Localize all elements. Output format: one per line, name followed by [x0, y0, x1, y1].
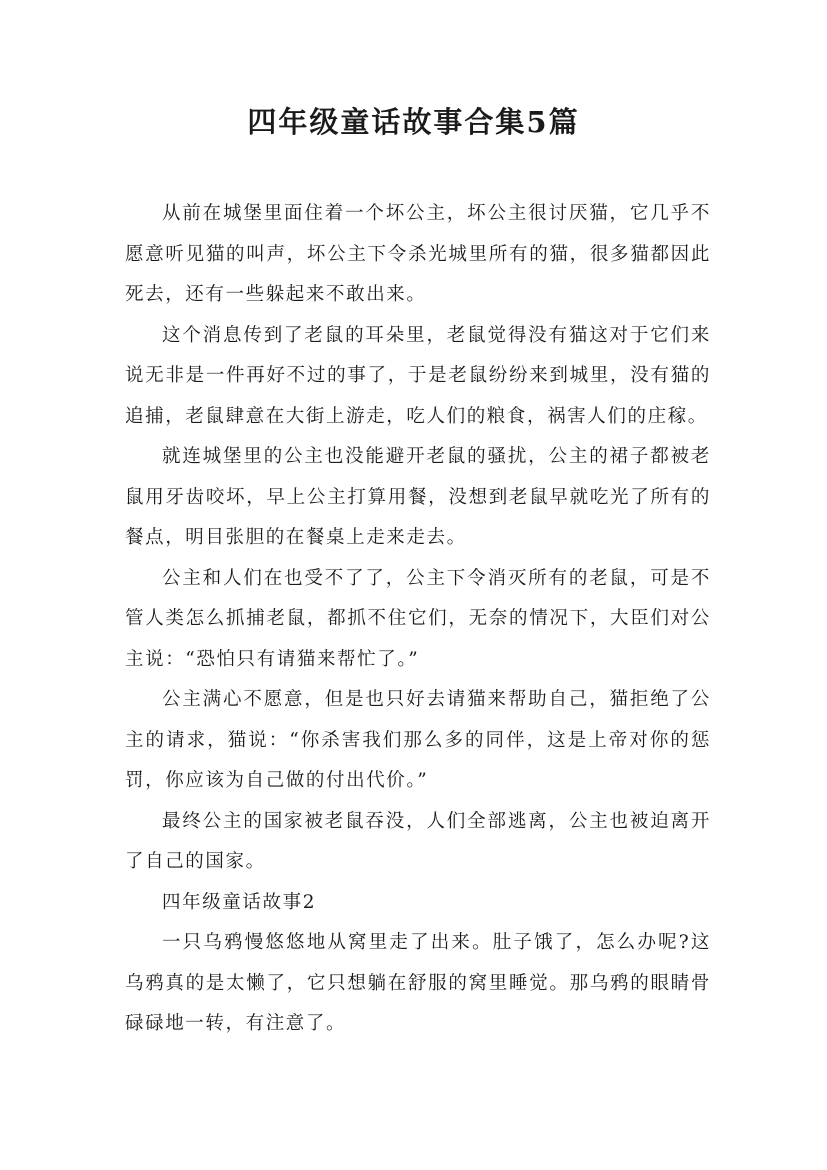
section-heading: 四年级童话故事2 — [162, 891, 317, 913]
paragraph: 最终公主的国家被老鼠吞没，人们全部逃离，公主也被迫离开了自己的国家。 — [125, 810, 711, 872]
paragraph: 这个消息传到了老鼠的耳朵里，老鼠觉得没有猫这对于它们来说无非是一件再好不过的事了，于是老鼠纷纷来到城里，没有猫的追捕，老鼠肆意在大街上游走，吃人们的粮食，祸害人们的庄稼。 — [125, 324, 711, 427]
paragraph: 公主和人们在也受不了了，公主下令消灭所有的老鼠，可是不管人类怎么抓捕老鼠，都抓不住它们，无奈的情况下，大臣们对公主说：“恐怕只有请猫来帮忙了。” — [125, 567, 711, 670]
document-title: 四年级童话故事合集5篇 — [247, 105, 580, 139]
paragraph: 一只乌鸦慢悠悠地从窝里走了出来。肚子饿了，怎么办呢?这乌鸦真的是太懒了，它只想躺在舒服的窝里睡觉。那乌鸦的眼睛骨碌碌地一转，有注意了。 — [125, 932, 711, 1034]
paragraph: 公主满心不愿意，但是也只好去请猫来帮助自己，猫拒绝了公主的请求，猫说：“你杀害我们那么多的同伴，这是上帝对你的惩罚，你应该为自己做的付出代价。” — [125, 689, 711, 791]
paragraph: 就连城堡里的公主也没能避开老鼠的骚扰，公主的裙子都被老鼠用牙齿咬坏，早上公主打算用餐，没想到老鼠早就吃光了所有的餐点，明目张胆的在餐桌上走来走去。 — [125, 446, 711, 548]
paragraph: 从前在城堡里面住着一个坏公主，坏公主很讨厌猫，它几乎不愿意听见猫的叫声，坏公主下令杀光城里所有的猫，很多猫都因此死去，还有一些躲起来不敢出来。 — [125, 203, 711, 305]
document-body — [125, 194, 711, 1045]
